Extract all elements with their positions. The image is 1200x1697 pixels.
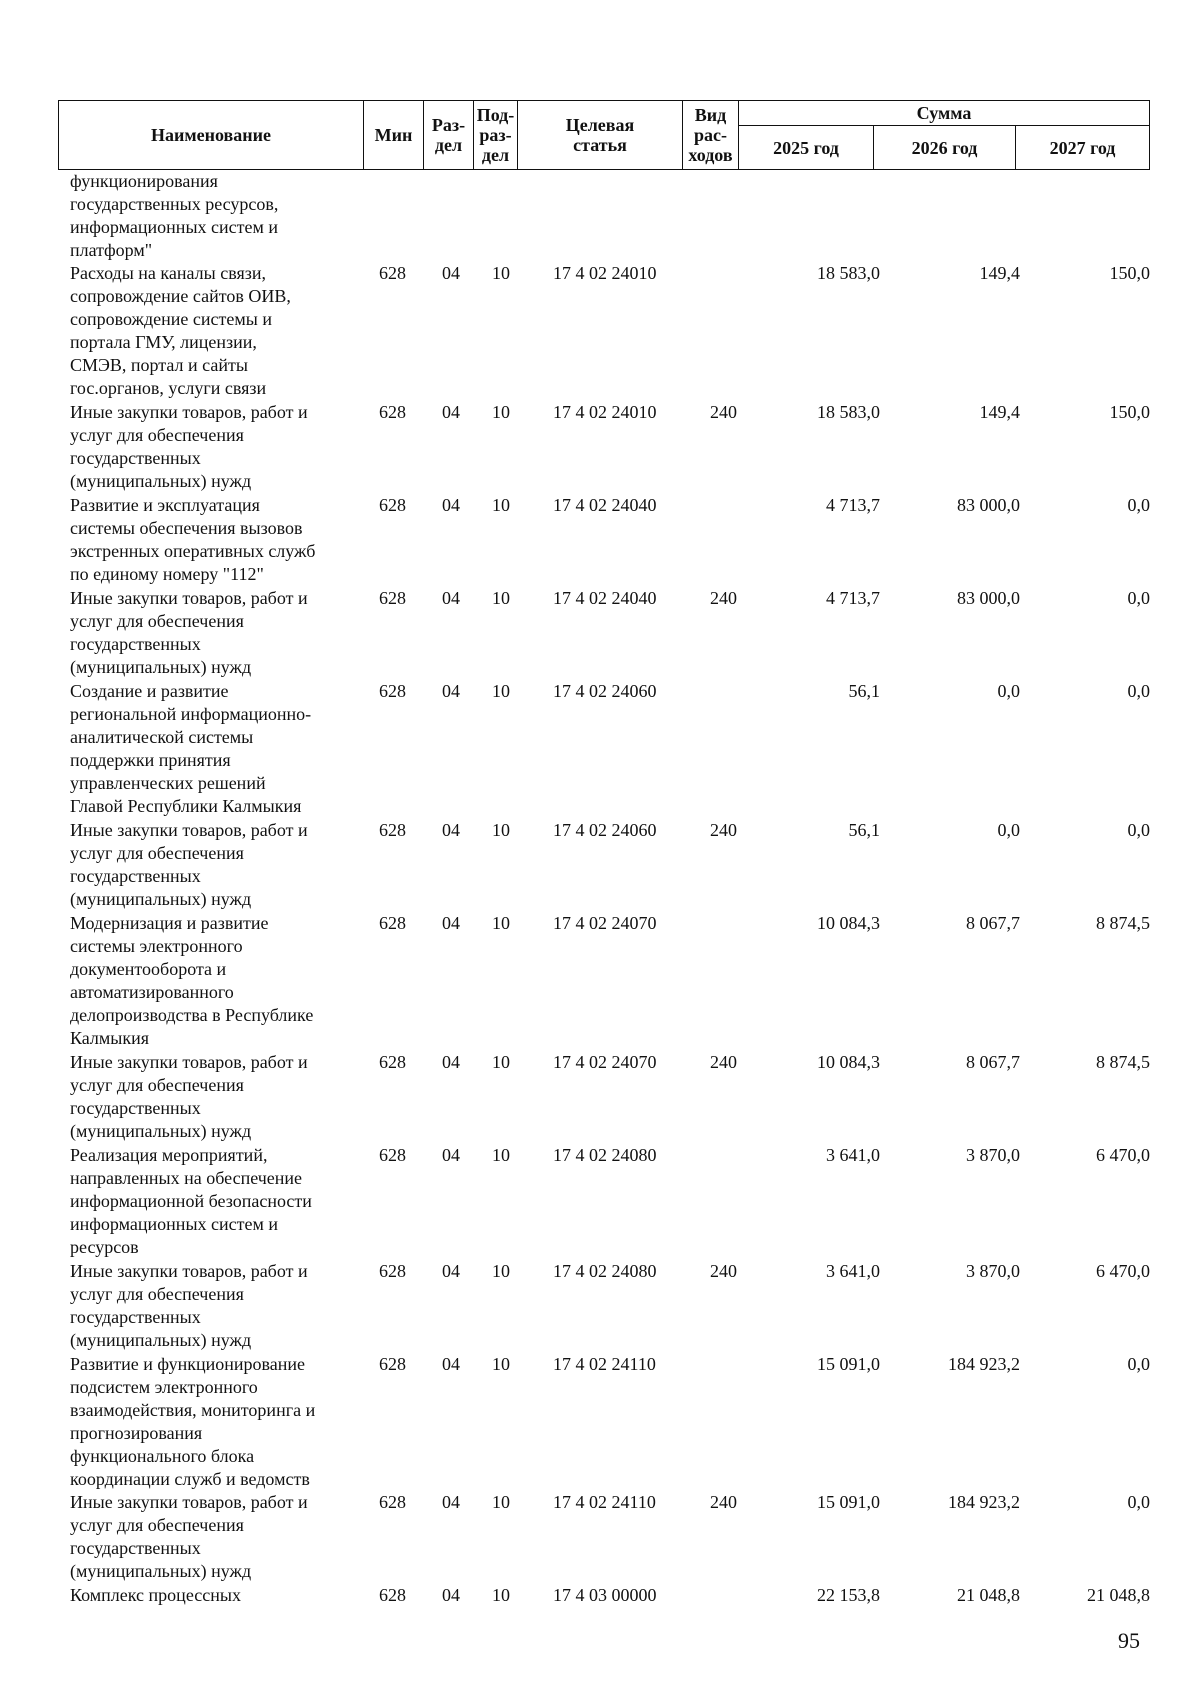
row-min: 628 (379, 263, 406, 283)
row-2026: 184 923,2 (948, 1354, 1020, 1374)
row-razdel: 04 (442, 1145, 460, 1165)
row-name: Модернизация и развитие системы электронного документооборота и автоматизированного делопроизводства в Республике Калмыкия (70, 913, 314, 1048)
row-2026: 8 067,7 (966, 1052, 1020, 1072)
header-podrazdel-label: Под- раз- дел (476, 105, 515, 165)
row-podrazdel: 10 (492, 1261, 510, 1281)
row-celevaya-statya: 17 4 02 24040 (553, 588, 657, 608)
row-2026: 0,0 (997, 820, 1020, 840)
row-2026: 3 870,0 (966, 1145, 1020, 1165)
row-min: 628 (379, 1354, 406, 1374)
row-min: 628 (379, 681, 406, 701)
row-2025: 18 583,0 (817, 263, 880, 283)
row-celevaya-statya: 17 4 02 24110 (553, 1492, 656, 1512)
row-podrazdel: 10 (492, 1145, 510, 1165)
row-2025: 22 153,8 (817, 1585, 880, 1605)
row-min: 628 (379, 495, 406, 515)
row-name: Реализация мероприятий, направленных на обеспечение информационной безопасности информационных систем и ресурсов (70, 1145, 312, 1257)
row-razdel: 04 (442, 1261, 460, 1281)
row-celevaya-statya: 17 4 02 24070 (553, 913, 657, 933)
header-2025-label: 2025 год (773, 137, 839, 158)
row-name: Иные закупки товаров, работ и услуг для обеспечения государственных (муниципальных) нужд (70, 820, 308, 909)
row-2025: 3 641,0 (826, 1145, 880, 1165)
row-2026: 149,4 (979, 402, 1020, 422)
row-podrazdel: 10 (492, 820, 510, 840)
row-celevaya-statya: 17 4 02 24060 (553, 820, 657, 840)
row-vid: 240 (710, 402, 737, 422)
row-celevaya-statya: 17 4 02 24070 (553, 1052, 657, 1072)
row-name: Иные закупки товаров, работ и услуг для обеспечения государственных (муниципальных) нужд (70, 588, 308, 677)
row-vid: 240 (710, 588, 737, 608)
row-2025: 3 641,0 (826, 1261, 880, 1281)
row-celevaya-statya: 17 4 02 24110 (553, 1354, 656, 1374)
row-min: 628 (379, 1492, 406, 1512)
row-name: Расходы на каналы связи, сопровождение сайтов ОИВ, сопровождение системы и портала ГМУ, лицензии, СМЭВ, портал и сайты гос.органов, услуги связи (70, 263, 291, 398)
row-2027: 0,0 (1127, 1492, 1150, 1512)
row-min: 628 (379, 588, 406, 608)
row-podrazdel: 10 (492, 681, 510, 701)
row-podrazdel: 10 (492, 1585, 510, 1605)
row-razdel: 04 (442, 1585, 460, 1605)
row-2025: 56,1 (848, 820, 880, 840)
row-2025: 10 084,3 (817, 913, 880, 933)
row-name: Иные закупки товаров, работ и услуг для обеспечения государственных (муниципальных) нужд (70, 1492, 308, 1581)
row-2027: 150,0 (1109, 402, 1150, 422)
row-vid: 240 (710, 1492, 737, 1512)
row-2027: 0,0 (1127, 1354, 1150, 1374)
row-podrazdel: 10 (492, 1492, 510, 1512)
row-2027: 6 470,0 (1096, 1145, 1150, 1165)
row-name: Создание и развитие региональной информационно- аналитической системы поддержки принятия управленческих решений Главой Республики Калмыкия (70, 681, 312, 816)
row-2026: 149,4 (979, 263, 1020, 283)
row-2027: 0,0 (1127, 588, 1150, 608)
row-razdel: 04 (442, 681, 460, 701)
row-2025: 4 713,7 (826, 495, 880, 515)
row-name: Иные закупки товаров, работ и услуг для обеспечения государственных (муниципальных) нужд (70, 402, 308, 491)
row-vid: 240 (710, 1261, 737, 1281)
row-celevaya-statya: 17 4 02 24080 (553, 1261, 657, 1281)
header-celevaya-label: Целевая статья (565, 115, 635, 155)
row-razdel: 04 (442, 820, 460, 840)
row-2027: 0,0 (1127, 495, 1150, 515)
row-min: 628 (379, 1585, 406, 1605)
page-number: 95 (1118, 1628, 1140, 1653)
row-podrazdel: 10 (492, 402, 510, 422)
table-header (58, 100, 1150, 170)
row-2026: 184 923,2 (948, 1492, 1020, 1512)
row-2025: 15 091,0 (817, 1354, 880, 1374)
row-vid: 240 (710, 820, 737, 840)
header-2027-label: 2027 год (1049, 137, 1116, 158)
row-2026: 3 870,0 (966, 1261, 1020, 1281)
row-celevaya-statya: 17 4 02 24060 (553, 681, 657, 701)
row-name: Развитие и функционирование подсистем электронного взаимодействия, мониторинга и прогнозирования функционального блока координации служб и ведомств (70, 1354, 316, 1489)
header-min-label: Мин (374, 125, 413, 145)
header-summa-label: Сумма (916, 103, 972, 123)
header-razdel-label: Раз- дел (431, 115, 466, 155)
row-celevaya-statya: 17 4 03 00000 (553, 1585, 657, 1605)
row-2027: 0,0 (1127, 820, 1150, 840)
row-2027: 6 470,0 (1096, 1261, 1150, 1281)
row-2026: 8 067,7 (966, 913, 1020, 933)
row-2025: 4 713,7 (826, 588, 880, 608)
row-razdel: 04 (442, 588, 460, 608)
row-podrazdel: 10 (492, 588, 510, 608)
row-2026: 83 000,0 (957, 588, 1020, 608)
row-podrazdel: 10 (492, 263, 510, 283)
row-celevaya-statya: 17 4 02 24010 (553, 402, 657, 422)
row-name: функционирования государственных ресурсов, информационных систем и платформ" (70, 171, 279, 260)
row-2025: 10 084,3 (817, 1052, 880, 1072)
row-2025: 15 091,0 (817, 1492, 880, 1512)
row-name: Развитие и эксплуатация системы обеспечения вызовов экстренных оперативных служб по единому номеру "112" (70, 495, 316, 584)
header-2026-label: 2026 год (911, 137, 978, 158)
row-min: 628 (379, 1052, 406, 1072)
row-min: 628 (379, 913, 406, 933)
row-vid: 240 (710, 1052, 737, 1072)
row-2027: 150,0 (1109, 263, 1150, 283)
row-min: 628 (379, 820, 406, 840)
row-name: Иные закупки товаров, работ и услуг для обеспечения государственных (муниципальных) нужд (70, 1261, 308, 1350)
row-name: Иные закупки товаров, работ и услуг для обеспечения государственных (муниципальных) нужд (70, 1052, 308, 1141)
row-2027: 21 048,8 (1087, 1585, 1150, 1605)
row-razdel: 04 (442, 263, 460, 283)
row-podrazdel: 10 (492, 913, 510, 933)
row-2026: 83 000,0 (957, 495, 1020, 515)
row-2025: 18 583,0 (817, 402, 880, 422)
row-min: 628 (379, 1145, 406, 1165)
row-celevaya-statya: 17 4 02 24010 (553, 263, 657, 283)
header-vid-label: Вид рас- ходов (688, 105, 733, 165)
header-name-label: Наименование (151, 125, 271, 145)
row-razdel: 04 (442, 495, 460, 515)
row-2027: 0,0 (1127, 681, 1150, 701)
row-razdel: 04 (442, 1354, 460, 1374)
row-razdel: 04 (442, 402, 460, 422)
row-2026: 0,0 (997, 681, 1020, 701)
row-razdel: 04 (442, 1492, 460, 1512)
row-2026: 21 048,8 (957, 1585, 1020, 1605)
row-name: Комплекс процессных (70, 1585, 241, 1605)
row-podrazdel: 10 (492, 495, 510, 515)
row-min: 628 (379, 402, 406, 422)
row-2025: 56,1 (848, 681, 880, 701)
row-podrazdel: 10 (492, 1052, 510, 1072)
row-razdel: 04 (442, 1052, 460, 1072)
row-min: 628 (379, 1261, 406, 1281)
row-celevaya-statya: 17 4 02 24040 (553, 495, 657, 515)
row-razdel: 04 (442, 913, 460, 933)
row-2027: 8 874,5 (1096, 1052, 1150, 1072)
row-2027: 8 874,5 (1096, 913, 1150, 933)
row-celevaya-statya: 17 4 02 24080 (553, 1145, 657, 1165)
row-podrazdel: 10 (492, 1354, 510, 1374)
